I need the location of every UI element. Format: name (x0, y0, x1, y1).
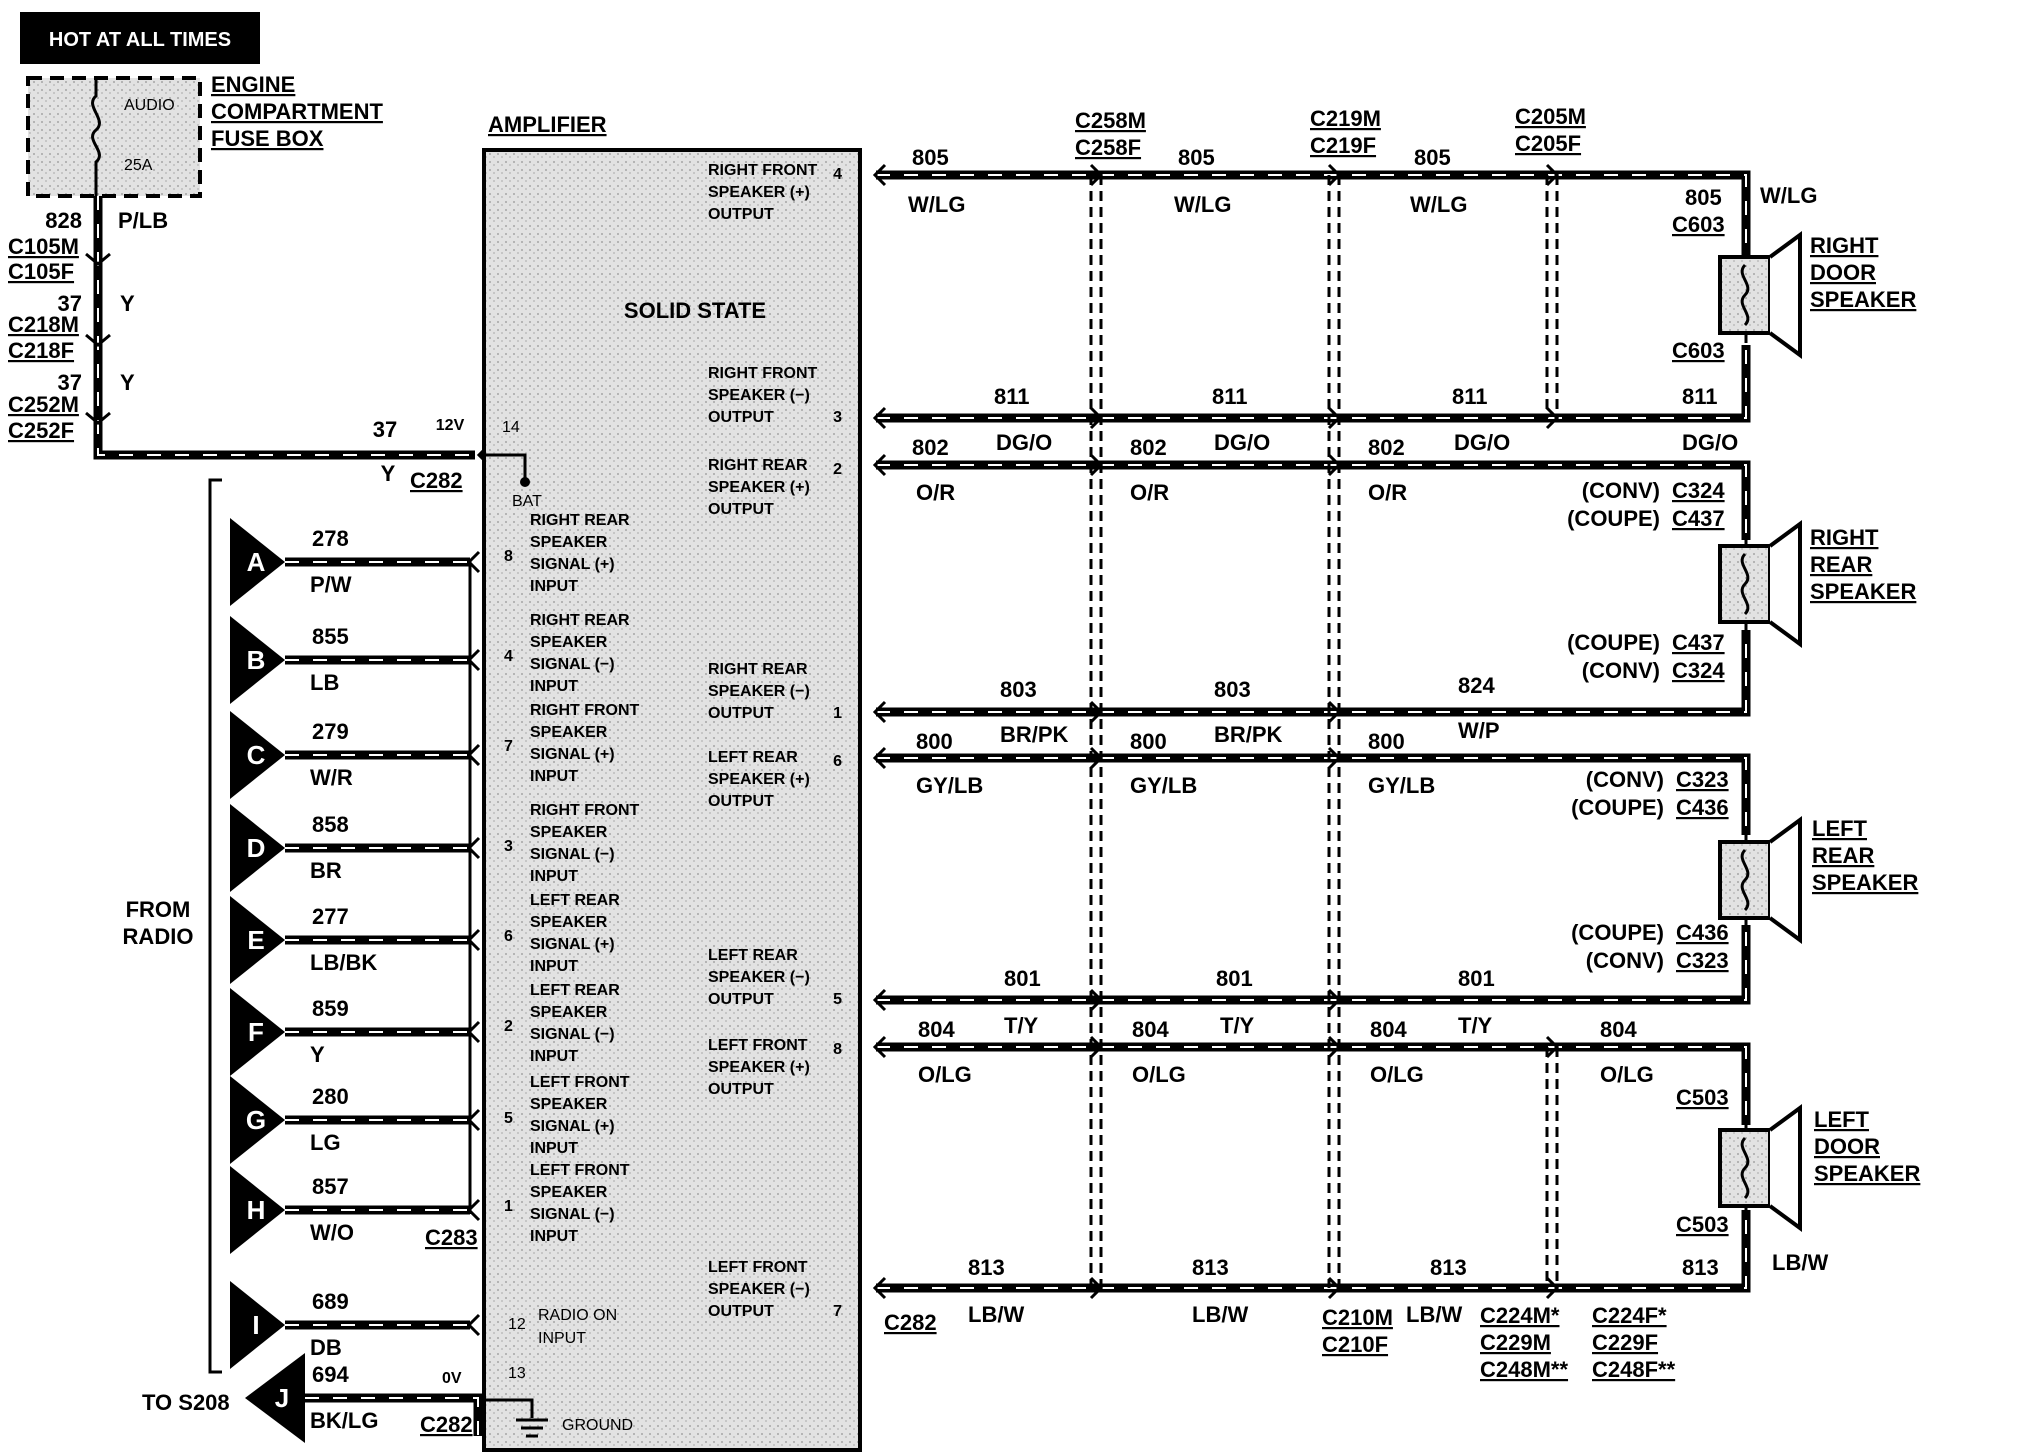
input-5-line-0: LEFT FRONT (530, 1074, 630, 1091)
input-1-line-3: INPUT (530, 1228, 578, 1245)
w804-color-3: O/LG (1600, 1062, 1654, 1087)
w813-circuit-2: 813 (1430, 1255, 1467, 1280)
w811-circuit-1: 811 (1212, 384, 1248, 409)
output-8-line-0: LEFT FRONT (708, 1037, 808, 1054)
input-2-line-2: SIGNAL (−) (530, 1026, 615, 1043)
output-pin-2: 2 (833, 461, 842, 478)
feed-circuit-37c: 37 (372, 417, 398, 442)
input-2-line-3: INPUT (530, 1048, 578, 1065)
w813-circuit-3: 813 (1682, 1255, 1719, 1280)
input-6-line-1: SPEAKER (530, 914, 608, 931)
w811-color-3: DG/O (1682, 430, 1739, 455)
input-4-line-2: SIGNAL (−) (530, 656, 615, 673)
conn-c603-top: C603 (1672, 212, 1725, 237)
conn-c219f: C219F (1310, 133, 1377, 158)
w803-color-0: BR/PK (1000, 722, 1069, 747)
bat-label: BAT (512, 493, 542, 510)
input-1-line-0: LEFT FRONT (530, 1162, 630, 1179)
output-2-line-1: SPEAKER (+) (708, 479, 810, 496)
radio-pin-E-letter: E (247, 925, 265, 955)
radio-color-D: BR (310, 858, 342, 883)
feed-circuit-828: 828 (45, 208, 82, 233)
radio-color-A: P/W (310, 572, 352, 597)
input-8-line-1: SPEAKER (530, 534, 608, 551)
right-door-label-3: SPEAKER (1810, 287, 1917, 312)
w800-circuit-2: 800 (1368, 729, 1405, 754)
radio-conn-I (469, 1315, 479, 1335)
w813-circuit-0: 813 (968, 1255, 1005, 1280)
left-door-speaker-icon (1720, 1108, 1800, 1228)
left-door-label-1: LEFT (1814, 1107, 1869, 1132)
radio-bracket (210, 480, 222, 1372)
right-door-label-1: RIGHT (1810, 233, 1879, 258)
input-pin-5: 5 (504, 1110, 513, 1127)
w801-color-2: T/Y (1458, 1013, 1493, 1038)
output-3-line-0: RIGHT FRONT (708, 365, 818, 382)
w824-color: W/P (1458, 718, 1500, 743)
w804-circuit-2: 804 (1370, 1017, 1407, 1042)
bat-pin: 14 (502, 419, 520, 436)
w800-circuit-0: 800 (916, 729, 953, 754)
input-3-line-0: RIGHT FRONT (530, 802, 640, 819)
conn-c218m: C218M (8, 312, 79, 337)
w811-color-0: DG/O (996, 430, 1053, 455)
feed-circuit-37a: 37 (57, 291, 82, 316)
output-4-line-0: RIGHT FRONT (708, 162, 818, 179)
input-3-line-1: SPEAKER (530, 824, 608, 841)
w800-color-0: GY/LB (916, 773, 984, 798)
feed-connector-chevrons (86, 254, 489, 465)
conn-c603-bottom: C603 (1672, 338, 1725, 363)
rr-coupe-bottom: (COUPE) (1567, 630, 1660, 655)
w813-color-2: LB/W (1406, 1302, 1463, 1327)
conn-c503-bottom: C503 (1676, 1212, 1729, 1237)
output-4-line-2: OUTPUT (708, 206, 774, 223)
radio-color-C: W/R (310, 765, 353, 790)
input-4-line-3: INPUT (530, 678, 578, 695)
radio-color-J: BK/LG (310, 1408, 379, 1433)
lr-coupe-bottom: (COUPE) (1571, 920, 1664, 945)
conn-c219m: C219M (1310, 106, 1381, 131)
wire-805-shield (876, 175, 1746, 255)
input-pin-6: 6 (504, 928, 513, 945)
left-rear-label-2: REAR (1812, 843, 1875, 868)
right-rear-label-1: RIGHT (1810, 525, 1879, 550)
w804-color-0: O/LG (918, 1062, 972, 1087)
radio-pin-I-letter: I (252, 1310, 260, 1340)
conn-c252m: C252M (8, 392, 79, 417)
harness-connector-0 (1091, 175, 1101, 1288)
input-1-line-1: SPEAKER (530, 1184, 608, 1201)
output-7-line-0: LEFT FRONT (708, 1259, 808, 1276)
w804-color-2: O/LG (1370, 1062, 1424, 1087)
w813-circuit-1: 813 (1192, 1255, 1229, 1280)
w811-color-1: DG/O (1214, 430, 1271, 455)
conn-c105f: C105F (8, 259, 75, 284)
radio-color-G: LG (310, 1130, 341, 1155)
input-pin-8: 8 (504, 548, 513, 565)
output-2-line-2: OUTPUT (708, 501, 774, 518)
rr-conv-top: (CONV) (1581, 478, 1660, 503)
radio-color-F: Y (310, 1042, 325, 1067)
wire-813-shield (876, 1210, 1746, 1288)
w802-circuit-2: 802 (1368, 435, 1405, 460)
radio-on-pin: 12 (508, 1316, 526, 1333)
ground-pin: 13 (508, 1365, 526, 1382)
radio-color-I: DB (310, 1335, 342, 1360)
output-4-line-1: SPEAKER (+) (708, 184, 810, 201)
fuse-rating: 25A (124, 157, 153, 174)
to-s208: TO S208 (142, 1390, 230, 1415)
input-5-line-1: SPEAKER (530, 1096, 608, 1113)
w813-color-end: LB/W (1772, 1250, 1829, 1275)
conn-c503-top: C503 (1676, 1085, 1729, 1110)
w804-circuit-3: 804 (1600, 1017, 1637, 1042)
w800-color-1: GY/LB (1130, 773, 1198, 798)
conn-c248f: C248F** (1592, 1357, 1676, 1382)
conn-c252f: C252F (8, 418, 75, 443)
input-pin-1: 1 (504, 1198, 513, 1215)
amplifier-body (484, 150, 860, 1450)
input-4-line-0: RIGHT REAR (530, 612, 630, 629)
right-rear-label-3: SPEAKER (1810, 579, 1917, 604)
w801-circuit-0: 801 (1004, 966, 1041, 991)
output-1-line-1: SPEAKER (−) (708, 683, 810, 700)
w805-circuit-0: 805 (912, 145, 949, 170)
input-6-line-3: INPUT (530, 958, 578, 975)
input-6-line-2: SIGNAL (+) (530, 936, 615, 953)
lr-coupe-bottom-conn: C436 (1676, 920, 1729, 945)
w802-color-1: O/R (1130, 480, 1170, 505)
w803-circuit-0: 803 (1000, 677, 1037, 702)
output-5-line-0: LEFT REAR (708, 947, 798, 964)
w824-circuit: 824 (1458, 673, 1495, 698)
w805-circuit-end: 805 (1685, 185, 1722, 210)
conn-c282-power: C282 (410, 468, 463, 493)
radio-label-1: FROM (125, 897, 191, 922)
w805-circuit-2: 805 (1414, 145, 1451, 170)
left-rear-speaker-icon (1720, 820, 1800, 940)
w802-circuit-1: 802 (1130, 435, 1167, 460)
zero-volt: 0V (442, 1370, 462, 1387)
w802-color-0: O/R (916, 480, 956, 505)
radio-circuit-G: 280 (312, 1084, 349, 1109)
radio-on-label-1: RADIO ON (538, 1307, 618, 1324)
lr-conv-bottom-conn: C323 (1676, 948, 1729, 973)
conn-c205f: C205F (1515, 131, 1582, 156)
radio-circuit-H: 857 (312, 1174, 349, 1199)
w804-circuit-0: 804 (918, 1017, 955, 1042)
fusebox-label-3: FUSE BOX (211, 126, 324, 151)
output-5-line-2: OUTPUT (708, 991, 774, 1008)
lr-coupe-top-conn: C436 (1676, 795, 1729, 820)
radio-pin-B-letter: B (246, 645, 266, 675)
fusebox-label-1: ENGINE (211, 72, 296, 97)
input-2-line-0: LEFT REAR (530, 982, 620, 999)
output-8-line-1: SPEAKER (+) (708, 1059, 810, 1076)
input-7-line-2: SIGNAL (+) (530, 746, 615, 763)
radio-color-E: LB/BK (310, 950, 378, 975)
radio-circuit-F: 859 (312, 996, 349, 1021)
radio-pin-F-letter: F (248, 1017, 264, 1047)
input-pin-7: 7 (504, 738, 513, 755)
output-8-line-2: OUTPUT (708, 1081, 774, 1098)
conn-c258f: C258F (1075, 135, 1142, 160)
wire-813 (876, 1210, 1746, 1288)
hot-header-text: HOT AT ALL TIMES (48, 29, 232, 51)
output-6-line-1: SPEAKER (+) (708, 771, 810, 788)
output-pin-6: 6 (833, 753, 842, 770)
conn-c229f: C229F (1592, 1330, 1659, 1355)
output-7-line-2: OUTPUT (708, 1303, 774, 1320)
w811-circuit-0: 811 (994, 384, 1030, 409)
w805-color-2: W/LG (1410, 192, 1468, 217)
rr-conv-top-conn: C324 (1672, 478, 1725, 503)
fusebox-label-2: COMPARTMENT (211, 99, 383, 124)
rr-coupe-top: (COUPE) (1567, 506, 1660, 531)
input-pin-4: 4 (504, 648, 513, 665)
radio-color-B: LB (310, 670, 340, 695)
conn-c229m: C229M (1480, 1330, 1551, 1355)
w811-circuit-3: 811 (1682, 384, 1718, 409)
w813-color-0: LB/W (968, 1302, 1025, 1327)
output-3-line-2: OUTPUT (708, 409, 774, 426)
input-5-line-3: INPUT (530, 1140, 578, 1157)
conn-c248m: C248M** (1480, 1357, 1569, 1382)
conn-c282-ground: C282 (420, 1412, 473, 1437)
feed-color-yb: Y (120, 370, 135, 395)
input-3-line-3: INPUT (530, 868, 578, 885)
output-1-line-2: OUTPUT (708, 705, 774, 722)
w800-circuit-1: 800 (1130, 729, 1167, 754)
radio-circuit-D: 858 (312, 812, 349, 837)
radio-circuit-C: 279 (312, 719, 349, 744)
input-8-line-3: INPUT (530, 578, 578, 595)
harness-connector-2 (1547, 175, 1557, 1288)
radio-pin-D-letter: D (246, 833, 266, 863)
wire-805 (876, 175, 1746, 255)
output-pin-7: 7 (833, 1303, 842, 1320)
output-7-line-1: SPEAKER (−) (708, 1281, 810, 1298)
w805-color-1: W/LG (1174, 192, 1232, 217)
rr-coupe-bottom-conn: C437 (1672, 630, 1725, 655)
feed-voltage: 12V (435, 417, 465, 434)
left-door-label-3: SPEAKER (1814, 1161, 1921, 1186)
amplifier-center-label: SOLID STATE (623, 298, 767, 323)
radio-pin-C-letter: C (246, 740, 266, 770)
w801-color-1: T/Y (1220, 1013, 1255, 1038)
lr-conv-bottom: (CONV) (1585, 948, 1664, 973)
conn-c210f: C210F (1322, 1332, 1389, 1357)
left-rear-label-1: LEFT (1812, 816, 1867, 841)
harness-connector-1 (1329, 175, 1339, 1288)
w801-color-0: T/Y (1004, 1013, 1039, 1038)
conn-c282-output: C282 (884, 1310, 937, 1335)
w801-circuit-2: 801 (1458, 966, 1495, 991)
right-rear-label-2: REAR (1810, 552, 1873, 577)
w813-color-1: LB/W (1192, 1302, 1249, 1327)
input-6-line-0: LEFT REAR (530, 892, 620, 909)
w802-circuit-0: 802 (912, 435, 949, 460)
radio-circuit-J: 694 (312, 1362, 349, 1387)
radio-pin-G-letter: G (245, 1105, 267, 1135)
radio-pin-A-letter: A (246, 547, 266, 577)
radio-circuit-A: 278 (312, 526, 349, 551)
rr-coupe-top-conn: C437 (1672, 506, 1725, 531)
radio-pin-J-letter: J (274, 1383, 290, 1413)
fuse-box (28, 78, 200, 196)
lr-conv-top: (CONV) (1585, 767, 1664, 792)
input-pin-2: 2 (504, 1018, 513, 1035)
output-1-line-0: RIGHT REAR (708, 661, 808, 678)
rr-conv-bottom-conn: C324 (1672, 658, 1725, 683)
radio-circuit-I: 689 (312, 1289, 349, 1314)
right-door-speaker-icon (1720, 235, 1800, 355)
radio-color-H: W/O (310, 1220, 354, 1245)
radio-circuit-E: 277 (312, 904, 349, 929)
input-1-line-2: SIGNAL (−) (530, 1206, 615, 1223)
input-4-line-1: SPEAKER (530, 634, 608, 651)
w811-circuit-2: 811 (1452, 384, 1488, 409)
output-5-line-1: SPEAKER (−) (708, 969, 810, 986)
input-7-line-0: RIGHT FRONT (530, 702, 640, 719)
feed-color-yc: Y (380, 461, 396, 486)
output-2-line-0: RIGHT REAR (708, 457, 808, 474)
output-pin-4: 4 (833, 166, 842, 183)
output-pin-5: 5 (833, 991, 842, 1008)
conn-c224m: C224M* (1480, 1303, 1560, 1328)
lr-coupe-top: (COUPE) (1571, 795, 1664, 820)
w811-color-2: DG/O (1454, 430, 1511, 455)
w805-circuit-1: 805 (1178, 145, 1215, 170)
conn-c224f: C224F* (1592, 1303, 1667, 1328)
w803-circuit-1: 803 (1214, 677, 1251, 702)
w803-color-1: BR/PK (1214, 722, 1283, 747)
fuse-name: AUDIO (124, 97, 175, 114)
w805-color-0: W/LG (908, 192, 966, 217)
right-door-label-2: DOOR (1810, 260, 1876, 285)
amplifier-title: AMPLIFIER (488, 112, 607, 137)
w800-color-2: GY/LB (1368, 773, 1436, 798)
output-6-line-2: OUTPUT (708, 793, 774, 810)
input-3-line-2: SIGNAL (−) (530, 846, 615, 863)
w802-color-2: O/R (1368, 480, 1408, 505)
w804-circuit-1: 804 (1132, 1017, 1169, 1042)
feed-circuit-37b: 37 (57, 370, 82, 395)
radio-pin-H-letter: H (246, 1195, 266, 1225)
w804-color-1: O/LG (1132, 1062, 1186, 1087)
output-pin-3: 3 (833, 409, 842, 426)
conn-c210m: C210M (1322, 1305, 1393, 1330)
feed-color-plb: P/LB (118, 208, 169, 233)
radio-pins (230, 518, 479, 1443)
output-pin-1: 1 (833, 705, 842, 722)
input-7-line-1: SPEAKER (530, 724, 608, 741)
output-harness (875, 145, 1828, 1327)
w805-color-end: W/LG (1760, 183, 1818, 208)
left-rear-label-3: SPEAKER (1812, 870, 1919, 895)
input-2-line-1: SPEAKER (530, 1004, 608, 1021)
output-pin-8: 8 (833, 1041, 842, 1058)
speaker-icons (1720, 235, 1800, 1228)
radio-circuit-B: 855 (312, 624, 349, 649)
conn-c205m: C205M (1515, 104, 1586, 129)
w801-circuit-1: 801 (1216, 966, 1253, 991)
radio-on-label-2: INPUT (538, 1330, 586, 1347)
input-5-line-2: SIGNAL (+) (530, 1118, 615, 1135)
power-feed-wire (98, 196, 475, 455)
ground-label: GROUND (562, 1417, 634, 1434)
input-7-line-3: INPUT (530, 768, 578, 785)
input-pin-3: 3 (504, 838, 513, 855)
conn-c105m: C105M (8, 234, 79, 259)
output-6-line-0: LEFT REAR (708, 749, 798, 766)
radio-label-2: RADIO (122, 924, 194, 949)
input-8-line-2: SIGNAL (+) (530, 556, 615, 573)
left-door-label-2: DOOR (1814, 1134, 1880, 1159)
lr-conv-top-conn: C323 (1676, 767, 1729, 792)
conn-c218f: C218F (8, 338, 75, 363)
rr-conv-bottom: (CONV) (1581, 658, 1660, 683)
conn-c258m: C258M (1075, 108, 1146, 133)
feed-color-ya: Y (120, 291, 135, 316)
right-rear-speaker-icon (1720, 524, 1800, 644)
conn-c283: C283 (425, 1225, 478, 1250)
input-8-line-0: RIGHT REAR (530, 512, 630, 529)
output-3-line-1: SPEAKER (−) (708, 387, 810, 404)
